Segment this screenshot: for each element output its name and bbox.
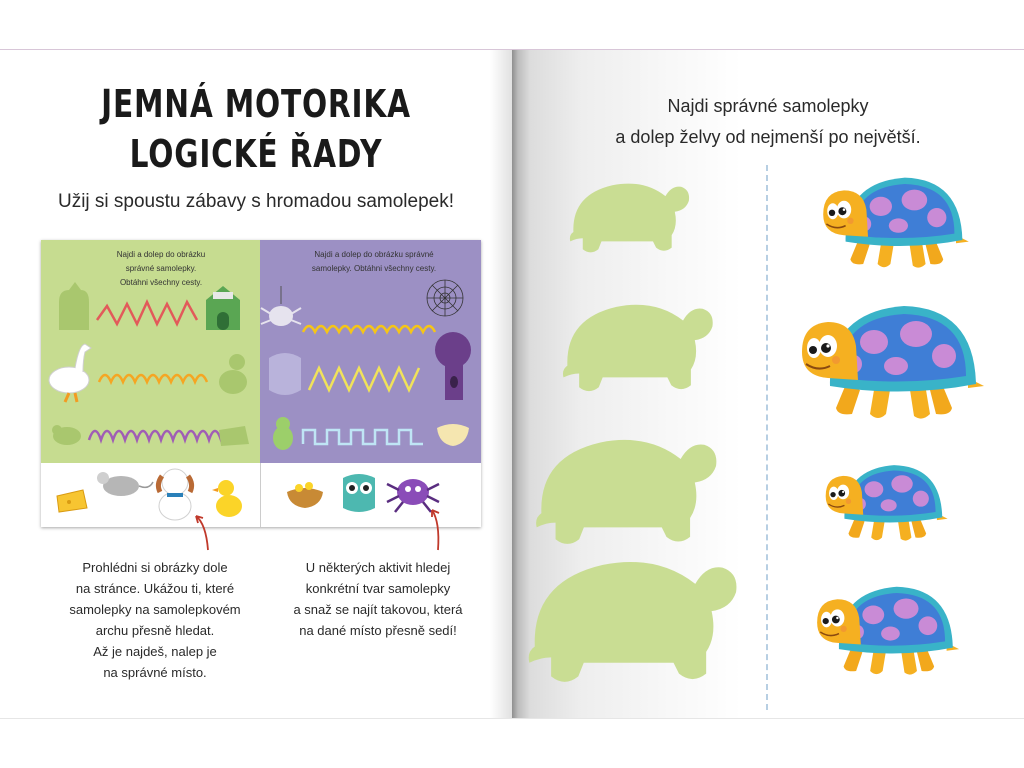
caption-line: Najdi a dolep do obrázku správné <box>314 250 434 259</box>
page-subtitle: Užij si spoustu zábavy s hromadou samolepek! <box>57 191 455 212</box>
instruction-line: Najdi správné samolepky <box>667 96 869 116</box>
spiderweb-icon <box>427 280 463 316</box>
caption-line: Obtáhni všechny cesty. <box>119 278 203 287</box>
note-line: archu přesně hledat. <box>95 623 215 638</box>
note-line: a snaž se najít takovou, která <box>293 602 463 617</box>
bird-icon <box>273 417 293 450</box>
note-line: U některých aktivit hledej <box>305 560 451 575</box>
caption-line: samolepky. Obtáhni všechny cesty. <box>311 264 437 273</box>
cheese-silhouette-icon <box>219 426 249 446</box>
note-line: na správné místo. <box>103 665 207 680</box>
dog-silhouette-icon <box>59 282 89 330</box>
note-line: Prohlédni si obrázky dole <box>82 560 228 575</box>
page-title-line1: JEMNÁ MOTORIKA <box>101 82 411 126</box>
nest-silhouette-icon <box>437 424 469 446</box>
caption-line: Najdi a dolep do obrázku <box>116 250 206 259</box>
instruction-line: a dolep želvy od nejmenší po největší. <box>615 127 921 147</box>
turtle-silhouette-2 <box>563 305 713 391</box>
turtle-stickers <box>780 160 1024 720</box>
duckling-silhouette-icon <box>219 354 247 394</box>
turtle-sticker-4 <box>817 587 959 675</box>
turtle-silhouette-1 <box>570 184 689 253</box>
note-line: Až je najdeš, nalep je <box>93 644 217 659</box>
goose-icon <box>49 344 91 402</box>
dashed-divider <box>766 165 768 710</box>
mouse-silhouette-icon <box>52 425 81 445</box>
note-line: konkrétní tvar samolepky <box>305 581 451 596</box>
arrow-right-icon <box>432 510 439 550</box>
caption-line: správné samolepky. <box>125 264 197 273</box>
activity-instruction <box>512 91 1024 153</box>
turtle-silhouette-3 <box>536 440 716 544</box>
note-line: na stránce. Ukážou ti, které <box>75 581 235 596</box>
turtle-sticker-2 <box>802 306 984 419</box>
bottom-border <box>0 718 1024 719</box>
tree-icon <box>435 332 471 400</box>
note-left <box>40 557 270 683</box>
turtle-sticker-3 <box>826 465 948 540</box>
note-right <box>263 557 493 641</box>
owl-silhouette-icon <box>269 353 301 395</box>
preview-illustrations <box>41 240 481 527</box>
preview-spread <box>41 240 481 527</box>
doghouse-icon <box>206 286 240 330</box>
turtle-sticker-1 <box>823 178 969 268</box>
note-line: samolepky na samolepkovém <box>69 602 241 617</box>
arrow-left-icon <box>196 516 208 550</box>
gutter-shadow <box>490 50 512 718</box>
note-line: na dané místo přesně sedí! <box>299 623 457 638</box>
page-title-line2: LOGICKÉ ŘADY <box>129 132 383 176</box>
turtle-silhouette-4 <box>529 562 737 682</box>
spider-icon <box>261 286 301 326</box>
